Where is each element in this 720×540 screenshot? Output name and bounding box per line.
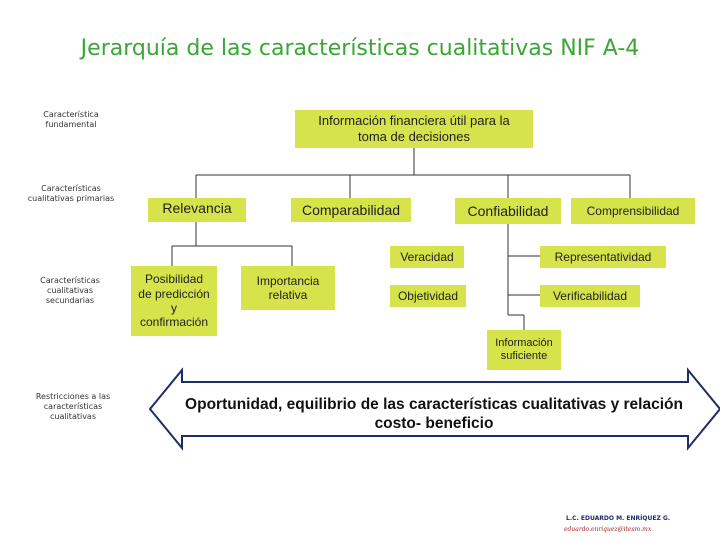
footer-email: eduardo.enriquez@itesm.mx xyxy=(564,526,652,533)
box-comprensibilidad xyxy=(571,198,695,224)
label-restricciones: Restricciones a las características cualitativas xyxy=(35,392,111,421)
box-representatividad xyxy=(540,246,666,268)
box-verificabilidad xyxy=(540,285,640,307)
footer-author: L.C. EDUARDO M. ENRÍQUEZ G. xyxy=(566,515,671,522)
box-posibilidad-prediccion-label: Posibilidad de predicción y confirmación xyxy=(138,272,210,330)
slide-corner-decoration xyxy=(0,462,72,540)
box-representatividad-label: Representatividad xyxy=(554,249,652,264)
box-veracidad-label: Veracidad xyxy=(400,249,454,264)
box-informacion-suficiente-label: Información suficiente xyxy=(495,336,553,362)
label-caracteristicas-primarias: Características cualitativas primarias xyxy=(27,184,115,203)
box-importancia-relativa-label: Importancia relativa xyxy=(256,273,320,302)
box-relevancia-label: Relevancia xyxy=(162,200,232,216)
label-caracteristicas-secundarias: Características cualitativas secundarias xyxy=(40,276,100,305)
box-posibilidad-prediccion xyxy=(131,266,217,336)
box-objetividad-label: Objetividad xyxy=(397,288,459,303)
box-informacion-util-label: Información financiera útil para la toma de decisiones xyxy=(318,113,510,144)
box-comprensibilidad-label: Comprensibilidad xyxy=(586,203,680,218)
box-verificabilidad-label: Verificabilidad xyxy=(552,288,628,303)
box-objetividad xyxy=(390,285,466,307)
box-comparabilidad xyxy=(291,198,411,222)
box-confiabilidad-label: Confiabilidad xyxy=(467,202,549,219)
label-caracteristica-fundamental: Característica fundamental xyxy=(43,110,99,129)
box-confiabilidad xyxy=(455,198,561,224)
box-comparabilidad-label: Comparabilidad xyxy=(301,201,401,218)
restrictions-text: Oportunidad, equilibrio de las características cualitativas y relación costo- beneficio xyxy=(185,396,683,433)
page-title: Jerarquía de las características cualitativas NIF A-4 xyxy=(80,36,640,61)
box-informacion-util xyxy=(295,110,533,148)
box-veracidad xyxy=(390,246,464,268)
box-informacion-suficiente xyxy=(487,330,561,370)
box-importancia-relativa xyxy=(241,266,335,310)
box-relevancia xyxy=(148,198,246,222)
